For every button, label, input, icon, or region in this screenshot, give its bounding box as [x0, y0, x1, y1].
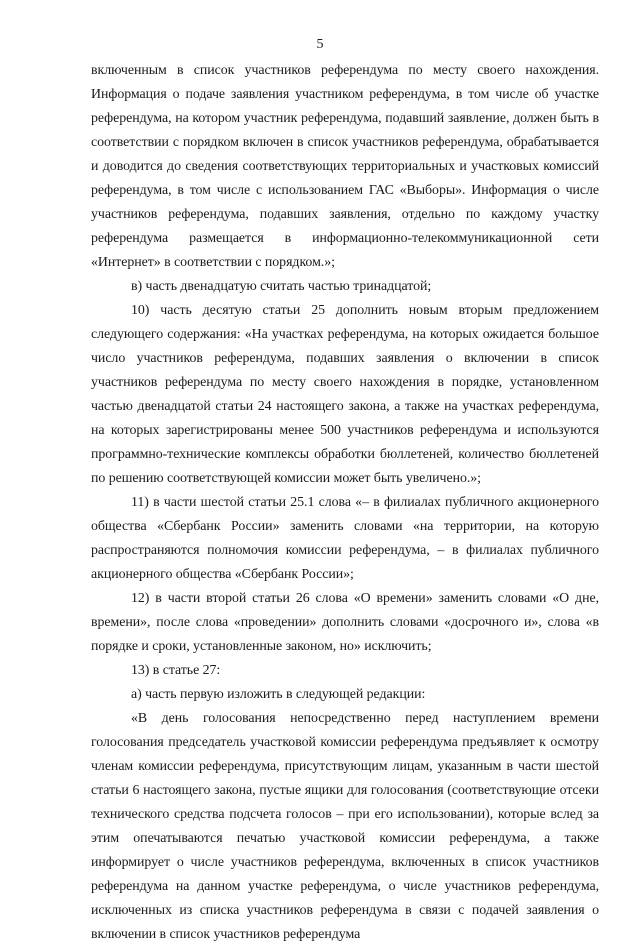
paragraph-item-a: а) часть первую изложить в следующей редакции:: [131, 687, 426, 702]
paragraph-item-v: в) часть двенадцатую считать частью тринадцатой;: [131, 279, 432, 294]
paragraph-quoted-text: «В день голосования непосредственно перед наступлением времени голосования председатель участковой комиссии референдума предъявляет к осмотру членам комиссии референдума, присутствующим лицам, указанным в части шестой статьи 6 настоящего закона, пустые ящики для голосования (соответствующие отсеки технического средства подсчета голосов – при его использовании), которые вслед за этим опечатываются печатью участковой комиссии референдума, а также информирует о числе участников референдума, включенных в список участников референдума на данном участке референдума, о числе участников референдума, исключенных из списка участников референдума в связи с подачей заявления о включении в список участников референдума: [91, 711, 599, 942]
paragraph-item-13: 13) в статье 27:: [131, 663, 221, 678]
paragraph-continuation: включенным в список участников референдума по месту своего нахождения. Информация о подаче заявления участником референдума, в том числе об участке референдума, на котором участник референдума, подавший заявление, должен быть в соответствии с порядком включен в список участников референдума, обрабатывается и доводится до сведения соответствующих территориальных и участковых комиссий референдума, в том числе с использованием ГАС «Выборы». Информация о числе участников референдума, подавших заявления, отдельно по каждому участку референдума размещается в информационно-телекоммуникационной сети «Интернет» в соответствии с порядком.»;: [91, 63, 599, 270]
paragraph-item-11: 11) в части шестой статьи 25.1 слова «– в филиалах публичного акционерного общества «Сбербанк России» заменить словами «на территории, на которую распространяются полномочия комиссии референдума, – в филиалах публичного акционерного общества «Сбербанк России»;: [91, 495, 599, 582]
page-number: 5: [316, 37, 324, 52]
document-body: [91, 59, 599, 947]
paragraph-item-10: 10) часть десятую статьи 25 дополнить новым вторым предложением следующего содержания: «На участках референдума, на которых ожидается большое число участников референдума, подавших заявления о включении в список участников референдума по месту своего нахождения в порядке, установленном частью двенадцатой статьи 24 настоящего закона, а также на участках референдума, на которых зарегистрированы менее 500 участников референдума и используются программно-технические комплексы обработки бюллетеней, количество бюллетеней по решению соответствующей комиссии может быть увеличено.»;: [91, 303, 599, 486]
paragraph-item-12: 12) в части второй статьи 26 слова «О времени» заменить словами «О дне, времени», после слова «проведении» дополнить словами «досрочного и», слова «в порядке и сроки, установленные законом, но» исключить;: [91, 591, 599, 654]
